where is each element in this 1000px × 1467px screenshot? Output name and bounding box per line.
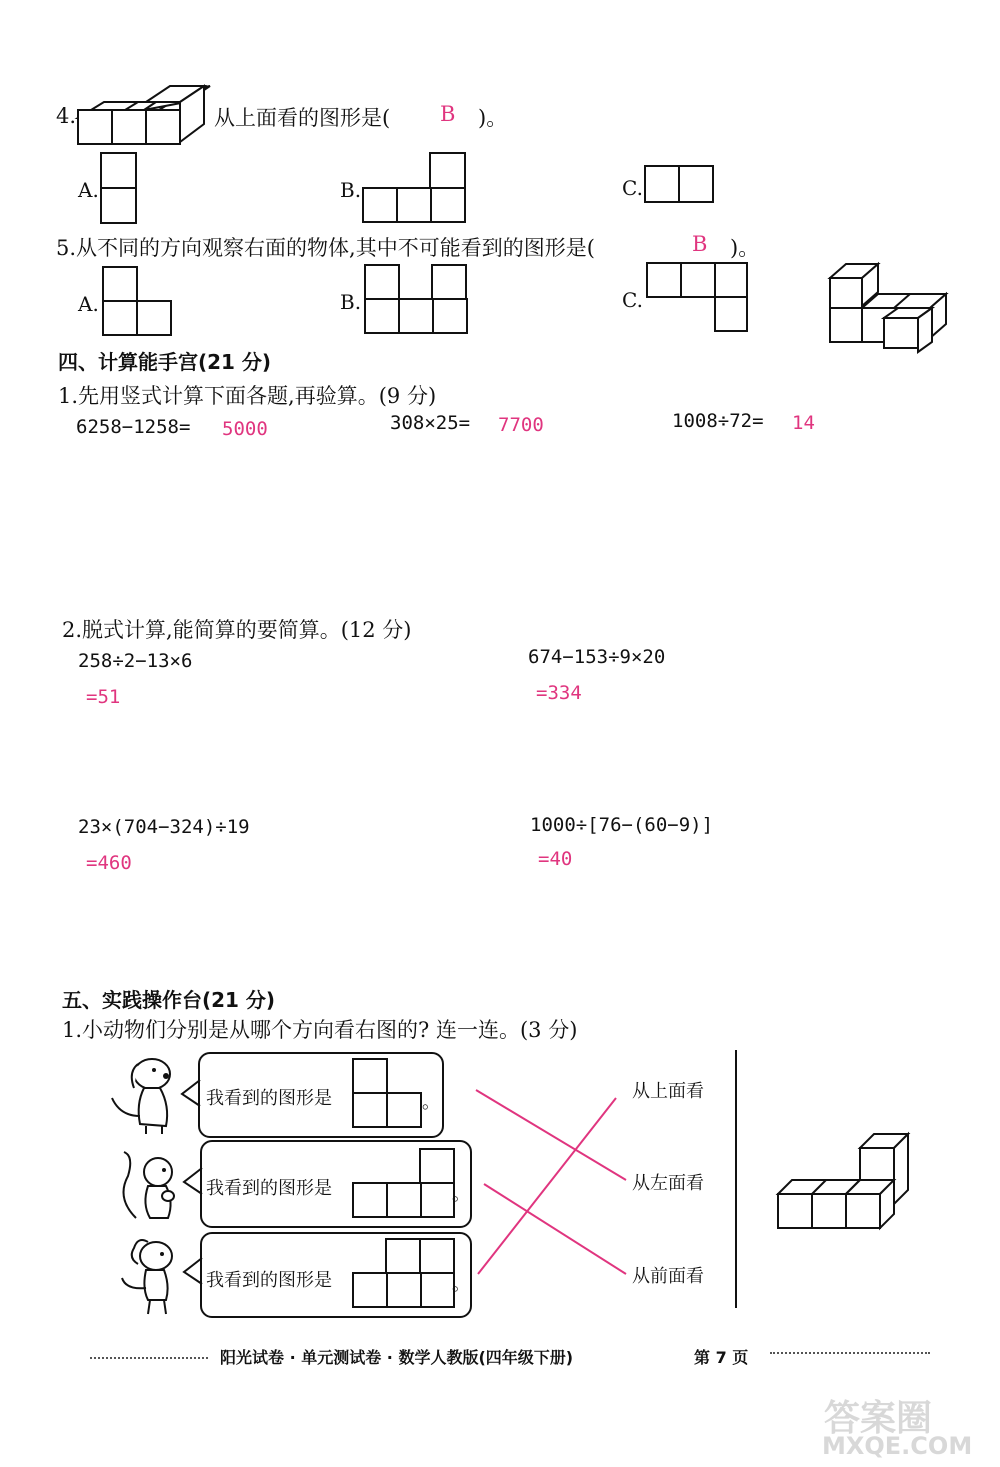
footer-dots-left (90, 1357, 208, 1359)
section5-title: 五、实践操作台(21 分) (62, 988, 276, 1012)
bubble-text-pony: 我看到的图形是 (206, 1270, 332, 1291)
calc3-expression: 1008÷72= (672, 410, 764, 432)
match-line-dog-left (476, 1090, 626, 1180)
calc2-expression: 308×25= (390, 412, 471, 434)
calc1-answer: 5000 (222, 418, 268, 440)
view-label-left: 从左面看 (632, 1173, 704, 1194)
match-line-pony-top (478, 1098, 616, 1274)
step-calc3-answer: =460 (86, 852, 132, 874)
s5-solid-figure (776, 1130, 910, 1232)
q4-question-text: 从上面看的图形是( (214, 106, 391, 130)
q4-close: )。 (478, 106, 508, 130)
q4-option-c-label: C. (622, 176, 643, 200)
footer-dots-right (770, 1352, 930, 1354)
bubble-end-dog: 。 (422, 1092, 440, 1113)
q5-option-a-label: A. (78, 292, 99, 316)
s4-part2-title: 2.脱式计算,能简算的要简算。(12 分) (62, 618, 412, 642)
step-calc2-expression: 674−153÷9×20 (528, 646, 666, 668)
q4-option-a-label: A. (78, 178, 99, 202)
q4-number: 4. (56, 104, 77, 128)
step-calc4-answer: =40 (538, 848, 573, 870)
bubble-end-pony: 。 (452, 1274, 470, 1295)
step-calc3-expression: 23×(704−324)÷19 (78, 816, 250, 838)
bubble-text-squirrel: 我看到的图形是 (206, 1178, 332, 1199)
step-calc1-expression: 258÷2−13×6 (78, 650, 193, 672)
view-label-front: 从前面看 (632, 1266, 704, 1287)
calc3-answer: 14 (792, 412, 815, 434)
q5-option-b-label: B. (340, 290, 362, 314)
q4-answer: B (440, 102, 456, 126)
s5-part1-title: 1.小动物们分别是从哪个方向看右图的? 连一连。(3 分) (62, 1018, 578, 1042)
section4-title: 四、计算能手宫(21 分) (58, 350, 272, 374)
footer-title: 阳光试卷 · 单元测试卷 · 数学人教版(四年级下册) (220, 1348, 574, 1367)
watermark-logo: 答案圈 (824, 1398, 933, 1439)
step-calc2-answer: =334 (536, 682, 582, 704)
calc2-answer: 7700 (498, 414, 544, 436)
bubble-text-dog: 我看到的图形是 (206, 1088, 332, 1109)
q4-option-b-label: B. (340, 178, 362, 202)
watermark-url: MXQE.COM (822, 1432, 973, 1460)
q5-option-c-label: C. (622, 288, 643, 312)
view-label-top: 从上面看 (632, 1081, 704, 1102)
footer-page-number: 第 7 页 (694, 1348, 749, 1367)
s4-part1-title: 1.先用竖式计算下面各题,再验算。(9 分) (58, 384, 437, 408)
step-calc1-answer: =51 (86, 686, 121, 708)
calc1-expression: 6258−1258= (76, 416, 191, 438)
q5-close: )。 (730, 236, 760, 260)
q5-question-text: 5.从不同的方向观察右面的物体,其中不可能看到的图形是( (56, 236, 595, 260)
step-calc4-expression: 1000÷[76−(60−9)] (530, 814, 714, 836)
bubble-end-squirrel: 。 (452, 1184, 470, 1205)
match-line-squirrel-front (484, 1184, 626, 1274)
q5-answer: B (692, 232, 708, 256)
